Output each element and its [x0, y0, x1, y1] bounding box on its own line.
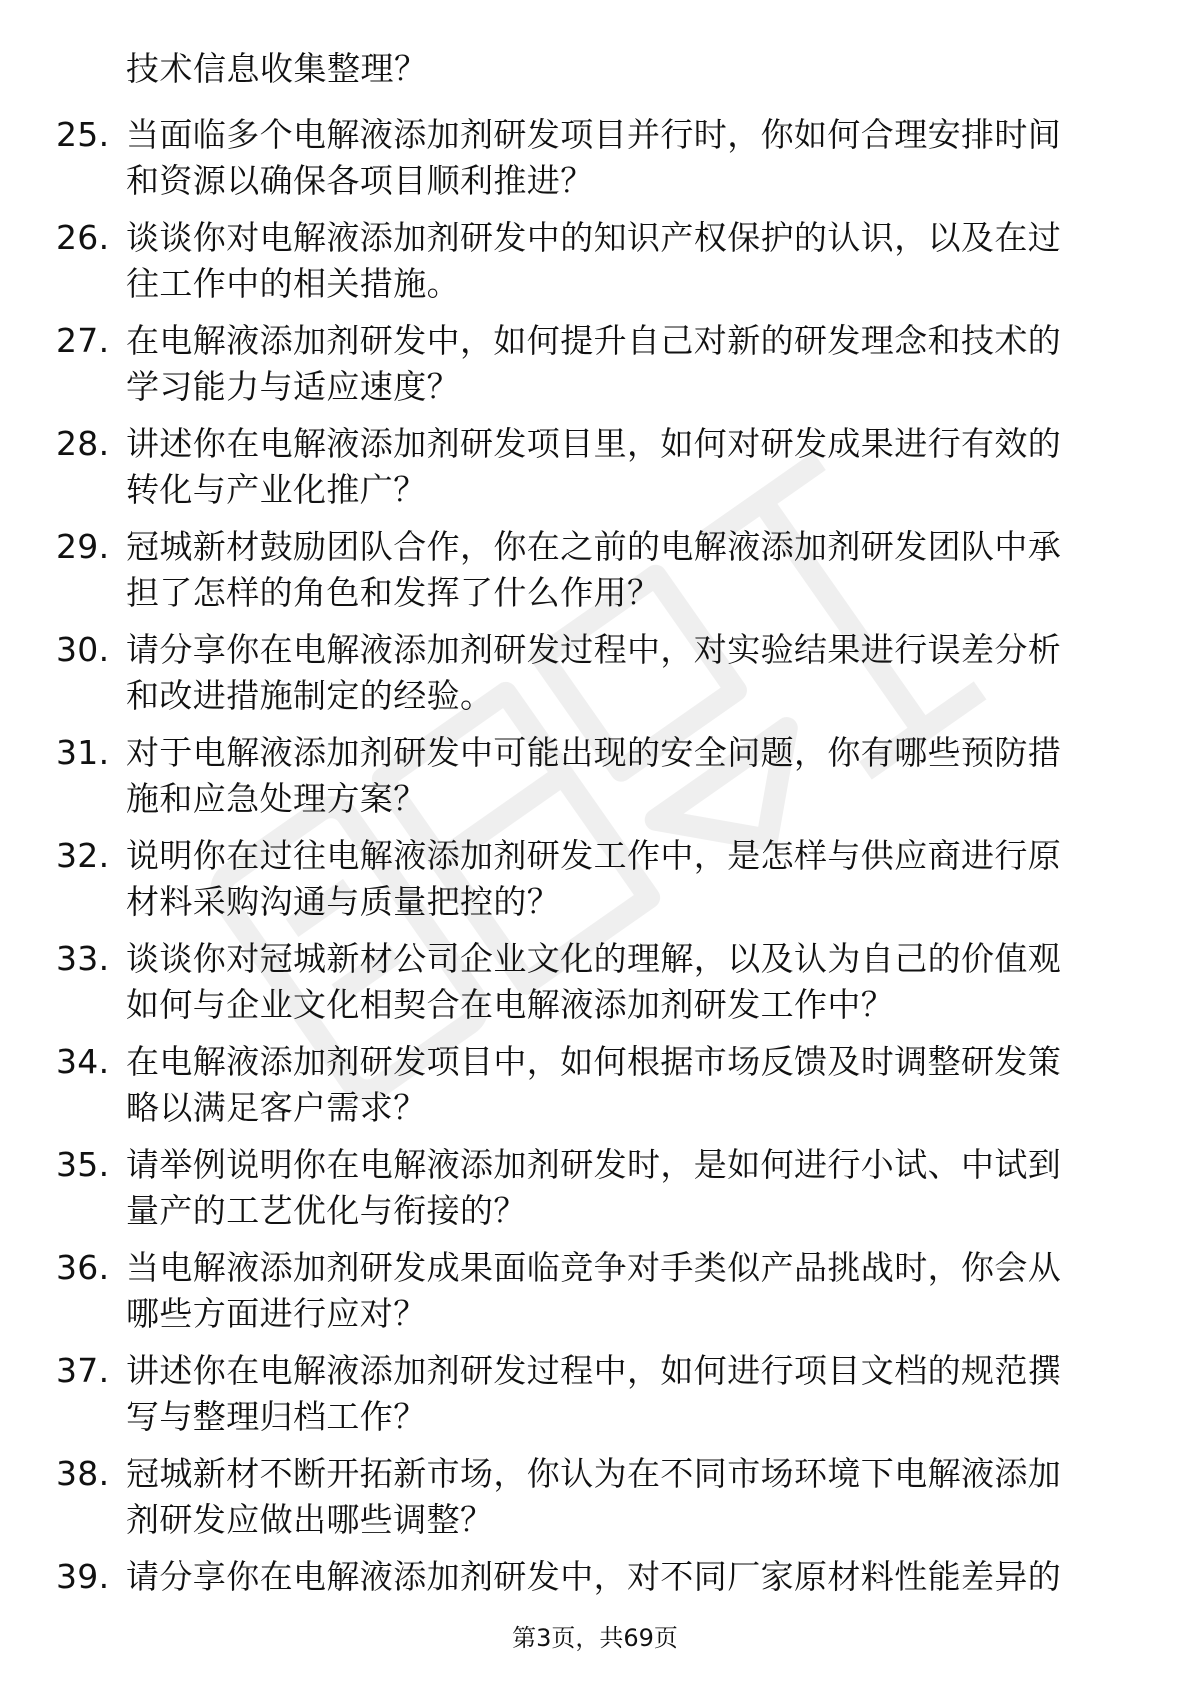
question-list	[0, 112, 1190, 1657]
question-item	[0, 524, 1190, 627]
question-number: 29.	[56, 527, 110, 566]
question-number: 34.	[56, 1042, 110, 1081]
question-number: 39.	[56, 1557, 110, 1596]
question-text: 请举例说明你在电解液添加剂研发时，是如何进行小试、中试到 量产的工艺优化与衔接的？	[126, 1145, 1062, 1230]
page-footer: 第3页，共69页	[512, 1624, 678, 1652]
question-text: 请分享你在电解液添加剂研发过程中，对实验结果进行误差分析 和改进措施制定的经验。	[126, 630, 1062, 715]
question-number: 33.	[56, 939, 110, 978]
question-text: 讲述你在电解液添加剂研发项目里，如何对研发成果进行有效的 转化与产业化推广？	[126, 424, 1062, 509]
question-number: 35.	[56, 1145, 110, 1184]
question-number: 36.	[56, 1248, 110, 1287]
question-text: 讲述你在电解液添加剂研发过程中，如何进行项目文档的规范撰 写与整理归档工作？	[126, 1351, 1062, 1436]
question-number: 37.	[56, 1351, 110, 1390]
question-item	[0, 627, 1190, 730]
question-item	[0, 1142, 1190, 1245]
question-number: 30.	[56, 630, 110, 669]
question-text: 请分享你在电解液添加剂研发中，对不同厂家原材料性能差异的	[126, 1557, 1062, 1596]
question-item	[0, 421, 1190, 524]
question-number: 25.	[56, 115, 110, 154]
question-text: 当面临多个电解液添加剂研发项目并行时，你如何合理安排时间 和资源以确保各项目顺利推进？	[126, 115, 1062, 200]
question-item	[0, 1245, 1190, 1348]
continuation-text: 技术信息收集整理？	[126, 49, 428, 88]
question-text: 对于电解液添加剂研发中可能出现的安全问题，你有哪些预防措 施和应急处理方案？	[126, 733, 1062, 818]
question-item	[0, 936, 1190, 1039]
question-item	[0, 112, 1190, 215]
question-text: 说明你在过往电解液添加剂研发工作中，是怎样与供应商进行原 材料采购沟通与质量把控的？	[126, 836, 1062, 921]
question-item	[0, 730, 1190, 833]
question-text: 在电解液添加剂研发中，如何提升自己对新的研发理念和技术的 学习能力与适应速度？	[126, 321, 1062, 406]
question-text: 谈谈你对冠城新材公司企业文化的理解，以及认为自己的价值观 如何与企业文化相契合在电解液添加剂研发工作中？	[126, 939, 1062, 1024]
question-number: 28.	[56, 424, 110, 463]
question-item	[0, 1451, 1190, 1554]
question-number: 38.	[56, 1454, 110, 1493]
question-number: 32.	[56, 836, 110, 875]
question-number: 27.	[56, 321, 110, 360]
question-text: 冠城新材不断开拓新市场，你认为在不同市场环境下电解液添加 剂研发应做出哪些调整？	[126, 1454, 1062, 1539]
question-text: 当电解液添加剂研发成果面临竞争对手类似产品挑战时，你会从 哪些方面进行应对？	[126, 1248, 1062, 1333]
question-item	[0, 1348, 1190, 1451]
question-item	[0, 215, 1190, 318]
question-item	[0, 1039, 1190, 1142]
question-text: 在电解液添加剂研发项目中，如何根据市场反馈及时调整研发策 略以满足客户需求？	[126, 1042, 1062, 1127]
question-number: 26.	[56, 218, 110, 257]
question-item	[0, 318, 1190, 421]
question-number: 31.	[56, 733, 110, 772]
question-text: 冠城新材鼓励团队合作，你在之前的电解液添加剂研发团队中承 担了怎样的角色和发挥了什么作用？	[126, 527, 1062, 612]
question-text: 谈谈你对电解液添加剂研发中的知识产权保护的认识，以及在过 往工作中的相关措施。	[126, 218, 1062, 303]
question-item	[0, 833, 1190, 936]
